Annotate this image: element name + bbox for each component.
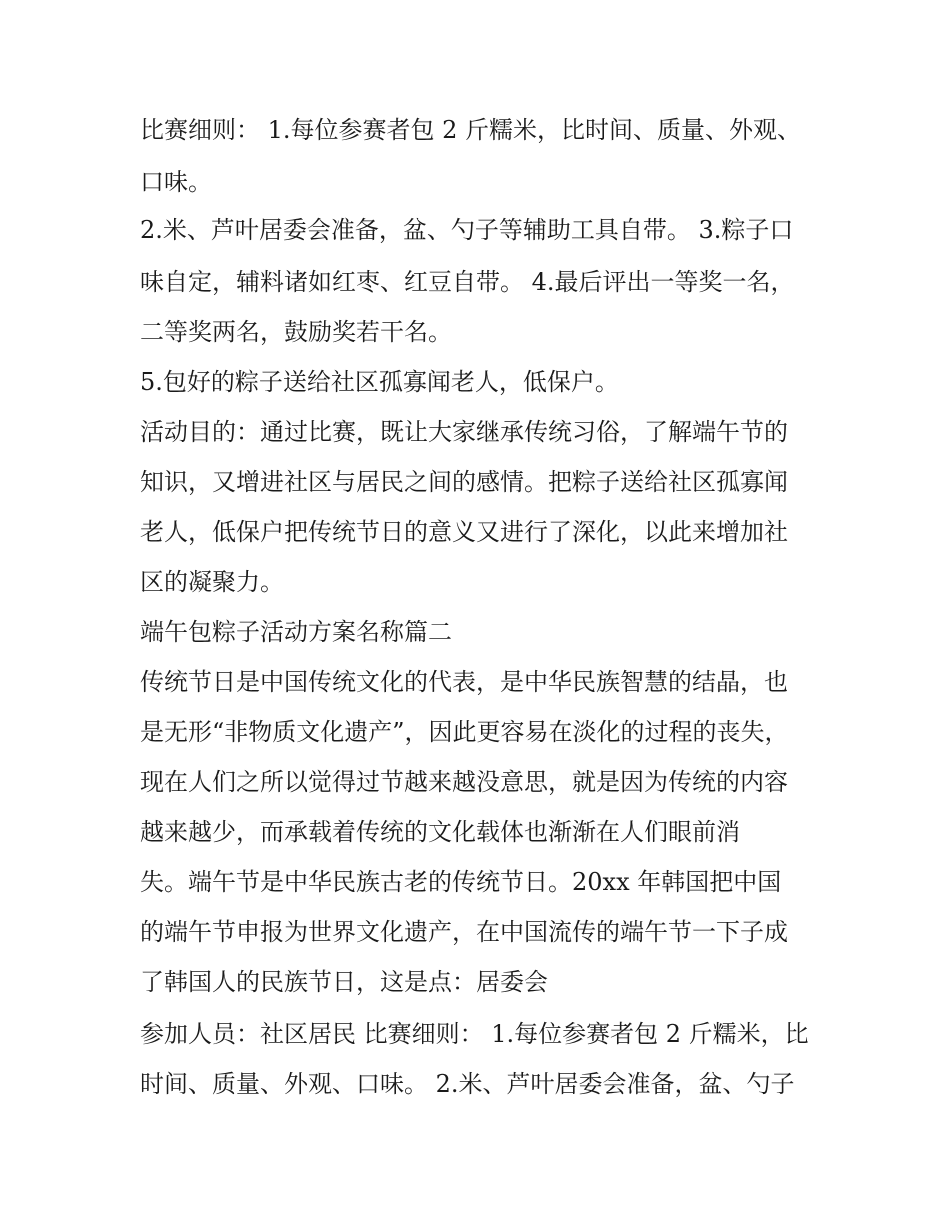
text-line-18: 了韩国人的民族节日，这是点：居委会 bbox=[140, 968, 548, 996]
text-line-5: 二等奖两名，鼓励奖若干名。 bbox=[140, 318, 452, 346]
section-heading: 端午包粽子活动方案名称篇二 bbox=[140, 618, 452, 646]
text-line-7: 活动目的：通过比赛，既让大家继承传统习俗，了解端午节的 bbox=[140, 418, 788, 446]
text-line-6: 5.包好的粽子送给社区孤寡闻老人，低保户。 bbox=[140, 368, 619, 396]
text-line-13: 是无形“非物质文化遗产”，因此更容易在淡化的过程的丧失， bbox=[140, 718, 789, 746]
text-line-1: 比赛细则： 1.每位参赛者包 2 斤糯米，比时间、质量、外观、 bbox=[140, 116, 802, 144]
text-line-12: 传统节日是中国传统文化的代表，是中华民族智慧的结晶，也 bbox=[140, 668, 788, 696]
text-line-3: 2.米、芦叶居委会准备，盆、勺子等辅助工具自带。 3.粽子口 bbox=[140, 216, 794, 244]
text-line-17: 的端午节申报为世界文化遗产，在中国流传的端午节一下子成 bbox=[140, 918, 788, 946]
text-line-16: 失。端午节是中华民族古老的传统节日。20xx 年韩国把中国 bbox=[140, 868, 782, 896]
text-line-8: 知识，又增进社区与居民之间的感情。把粽子送给社区孤寡闻 bbox=[140, 468, 788, 496]
text-line-20: 时间、质量、外观、口味。 2.米、芦叶居委会准备，盆、勺子 bbox=[140, 1070, 795, 1098]
text-line-19: 参加人员：社区居民 比赛细则： 1.每位参赛者包 2 斤糯米，比 bbox=[140, 1020, 809, 1048]
text-line-10: 区的凝聚力。 bbox=[140, 568, 284, 596]
text-line-4: 味自定，辅料诸如红枣、红豆自带。 4.最后评出一等奖一名， bbox=[140, 268, 795, 296]
text-line-15: 越来越少，而承载着传统的文化载体也渐渐在人们眼前消 bbox=[140, 818, 740, 846]
text-line-14: 现在人们之所以觉得过节越来越没意思，就是因为传统的内容 bbox=[140, 768, 788, 796]
text-line-9: 老人，低保户把传统节日的意义又进行了深化，以此来增加社 bbox=[140, 518, 788, 546]
text-line-2: 口味。 bbox=[140, 168, 212, 196]
